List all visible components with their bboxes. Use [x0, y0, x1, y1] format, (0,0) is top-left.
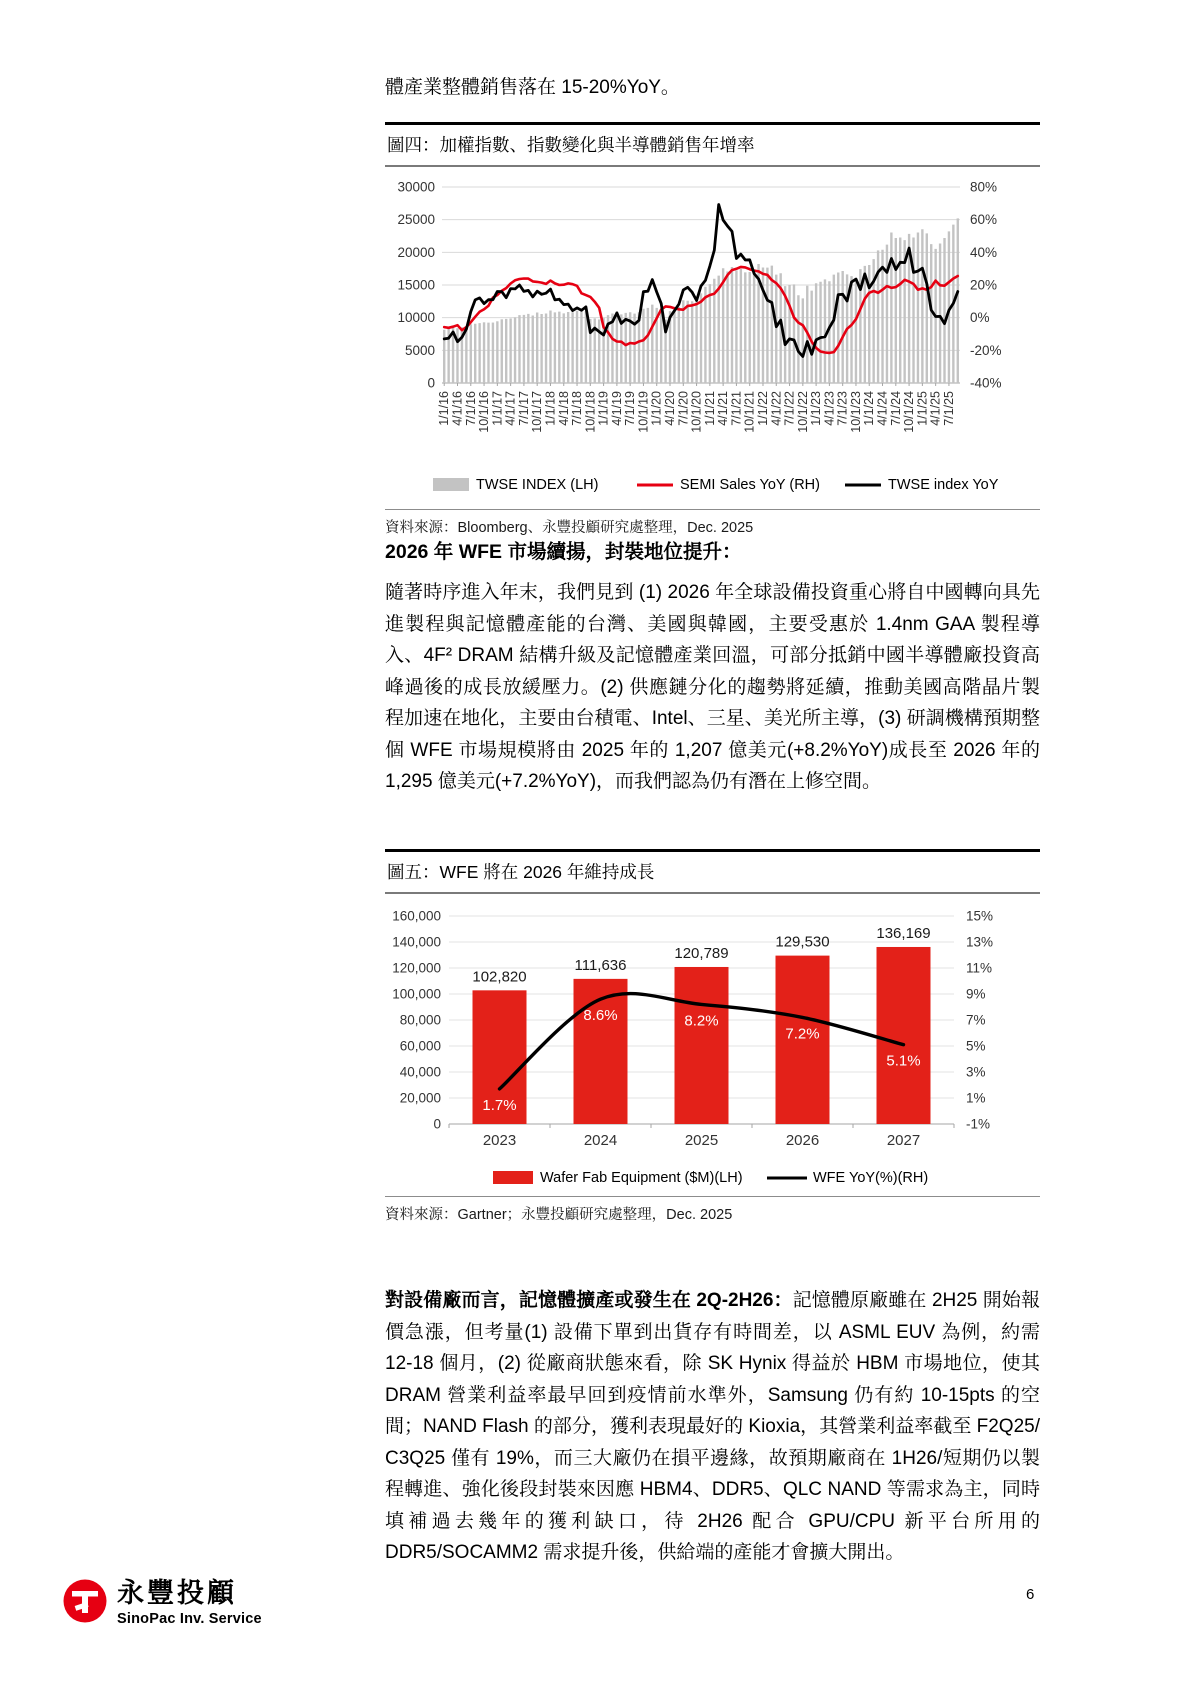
- svg-text:TWSE INDEX (LH): TWSE INDEX (LH): [476, 477, 599, 493]
- figure4-chart: [385, 167, 1040, 509]
- svg-text:4/1/17: 4/1/17: [503, 391, 518, 426]
- svg-text:1/1/20: 1/1/20: [649, 391, 664, 426]
- svg-text:8.2%: 8.2%: [684, 1012, 719, 1030]
- svg-text:129,530: 129,530: [775, 933, 830, 951]
- svg-text:15000: 15000: [397, 277, 435, 293]
- svg-text:1/1/22: 1/1/22: [755, 391, 770, 426]
- svg-text:1%: 1%: [966, 1090, 986, 1106]
- svg-text:WFE YoY(%)(RH): WFE YoY(%)(RH): [813, 1170, 929, 1186]
- svg-text:5%: 5%: [966, 1038, 986, 1054]
- svg-text:102,820: 102,820: [472, 968, 527, 986]
- svg-text:80%: 80%: [970, 179, 998, 195]
- memo-paragraph: [385, 1285, 1040, 1569]
- svg-text:10/1/19: 10/1/19: [636, 391, 651, 433]
- svg-text:160,000: 160,000: [392, 908, 441, 924]
- svg-text:4/1/18: 4/1/18: [556, 391, 571, 426]
- intro-text: 體產業整體銷售落在 15-20%YoY。: [385, 77, 680, 98]
- svg-text:80,000: 80,000: [399, 1012, 441, 1028]
- svg-text:2024: 2024: [583, 1132, 618, 1149]
- svg-text:1/1/21: 1/1/21: [702, 391, 717, 426]
- svg-text:60,000: 60,000: [399, 1038, 441, 1054]
- svg-text:136,169: 136,169: [876, 924, 931, 942]
- svg-text:3%: 3%: [966, 1064, 986, 1080]
- svg-text:1/1/16: 1/1/16: [437, 391, 452, 426]
- memo-lead: 對設備廠而言，記憶體擴產或發生在 2Q-2H26：: [385, 1290, 793, 1311]
- svg-text:SEMI Sales YoY (RH): SEMI Sales YoY (RH): [680, 477, 820, 493]
- svg-text:1.7%: 1.7%: [482, 1096, 517, 1114]
- figure4-title: 圖四：加權指數、指數變化與半導體銷售年增率: [385, 125, 1040, 167]
- svg-text:20,000: 20,000: [399, 1090, 441, 1106]
- svg-text:TWSE index YoY: TWSE index YoY: [888, 477, 999, 493]
- svg-text:0: 0: [433, 1116, 441, 1132]
- svg-text:0%: 0%: [970, 310, 990, 326]
- memo-body: 記憶體原廠雖在 2H25 開始報價急漲，但考量(1) 設備下單到出貨存有時間差，以 ASML EUV 為例，約需 12-18 個月，(2) 從廠商狀態來看，除 SK Hynix 得益於 HBM 市場地位，使其 DRAM 營業利益率最早回到疫情前水準外，Samsung 仍有約 10-15pts 的空間；NAND Flash 的部分，獲利表現最好的 Kioxia，其營業利益率截至 F2Q25/ C3Q25 僅有 19%，而三大廠仍在損平邊緣，故預期廠商在 1H26/短期仍以製程轉進、強化後段封裝來因應 HBM4、DDR5、QLC NAND 等需求為主，同時填補過去幾年的獲利缺口，待 2H26 配合 GPU/CPU 新平台所用的 DDR5/SOCAMM2 需求提升後，供給端的產能才會擴大開出。: [385, 1290, 1041, 1563]
- svg-text:10/1/20: 10/1/20: [689, 391, 704, 433]
- svg-text:7/1/16: 7/1/16: [463, 391, 478, 426]
- svg-text:13%: 13%: [966, 934, 994, 950]
- figure5-title: 圖五：WFE 將在 2026 年維持成長: [385, 852, 1040, 894]
- svg-text:40,000: 40,000: [399, 1064, 441, 1080]
- svg-text:-40%: -40%: [970, 375, 1002, 391]
- svg-text:7/1/25: 7/1/25: [941, 391, 956, 426]
- svg-text:10/1/16: 10/1/16: [477, 391, 492, 433]
- svg-text:7/1/24: 7/1/24: [888, 391, 903, 426]
- svg-text:7/1/18: 7/1/18: [570, 391, 585, 426]
- svg-text:4/1/24: 4/1/24: [875, 391, 890, 426]
- svg-text:30000: 30000: [397, 179, 435, 195]
- section-paragraph: 隨著時序進入年末，我們見到 (1) 2026 年全球設備投資重心將自中國轉向具先進製程與記憶體產能的台灣、美國與韓國，主要受惠於 1.4nm GAA 製程導入、4F² DRAM 結構升級及記憶體產業回溫，可部分抵銷中國半導體廠投資高峰過後的成長放緩壓力。(2) 供應鏈分化的趨勢將延續，推動美國高階晶片製程加速在地化，主要由台積電、Intel、三星、美光所主導，(3) 研調機構預期整個 WFE 市場規模將由 2025 年的 1,207 億美元(+8.2%YoY)成長至 2026 年的 1,295 億美元(+7.2%YoY)，而我們認為仍有潛在上修空間。: [385, 582, 1040, 792]
- svg-text:10/1/23: 10/1/23: [848, 391, 863, 433]
- figure5-chart: [385, 894, 1040, 1196]
- svg-text:7/1/21: 7/1/21: [729, 391, 744, 426]
- svg-text:0: 0: [427, 375, 435, 391]
- svg-text:10/1/24: 10/1/24: [902, 391, 917, 433]
- svg-text:2026: 2026: [785, 1132, 820, 1149]
- svg-text:1/1/25: 1/1/25: [915, 391, 930, 426]
- figure5-chart-canvas: [385, 894, 1040, 1196]
- figure4-box: [385, 122, 1040, 537]
- svg-text:20000: 20000: [397, 244, 435, 260]
- svg-text:-1%: -1%: [966, 1116, 991, 1132]
- svg-text:4/1/16: 4/1/16: [450, 391, 465, 426]
- sinopac-logo-icon: [62, 1578, 108, 1624]
- svg-text:9%: 9%: [966, 986, 986, 1002]
- svg-text:1/1/23: 1/1/23: [809, 391, 824, 426]
- svg-text:7%: 7%: [966, 1012, 986, 1028]
- svg-text:1/1/18: 1/1/18: [543, 391, 558, 426]
- svg-text:100,000: 100,000: [392, 986, 441, 1002]
- svg-text:4/1/22: 4/1/22: [769, 391, 784, 426]
- svg-text:4/1/23: 4/1/23: [822, 391, 837, 426]
- svg-text:2025: 2025: [684, 1132, 719, 1149]
- svg-text:10000: 10000: [397, 310, 435, 326]
- svg-text:10/1/22: 10/1/22: [795, 391, 810, 433]
- svg-text:-20%: -20%: [970, 342, 1002, 358]
- svg-text:5000: 5000: [404, 342, 435, 358]
- section-heading: 2026 年 WFE 市場續揚，封裝地位提升：: [385, 541, 742, 563]
- svg-text:25000: 25000: [397, 212, 435, 228]
- svg-text:4/1/20: 4/1/20: [663, 391, 678, 426]
- svg-text:15%: 15%: [966, 908, 994, 924]
- svg-text:7/1/17: 7/1/17: [516, 391, 531, 426]
- figure5-source: 資料來源：Gartner；永豐投顧研究處整理，Dec. 2025: [385, 1196, 1040, 1224]
- figure4-chart-canvas: [385, 167, 1040, 509]
- footer-brand-en: SinoPac Inv. Service: [117, 1611, 262, 1627]
- svg-text:5.1%: 5.1%: [886, 1052, 921, 1070]
- footer-brand-zh: 永豐投顧: [117, 1578, 237, 1608]
- svg-text:2023: 2023: [482, 1132, 517, 1149]
- svg-text:1/1/24: 1/1/24: [862, 391, 877, 426]
- svg-text:2027: 2027: [886, 1132, 921, 1149]
- svg-text:20%: 20%: [970, 277, 998, 293]
- page-number: 6: [1026, 1586, 1035, 1603]
- svg-text:7/1/22: 7/1/22: [782, 391, 797, 426]
- svg-text:7/1/20: 7/1/20: [676, 391, 691, 426]
- svg-text:7/1/23: 7/1/23: [835, 391, 850, 426]
- svg-text:Wafer Fab Equipment ($M)(LH): Wafer Fab Equipment ($M)(LH): [540, 1170, 743, 1186]
- svg-text:7/1/19: 7/1/19: [623, 391, 638, 426]
- svg-text:11%: 11%: [966, 960, 993, 976]
- svg-text:10/1/17: 10/1/17: [530, 391, 545, 433]
- svg-text:4/1/21: 4/1/21: [716, 391, 731, 426]
- svg-text:7.2%: 7.2%: [785, 1025, 820, 1043]
- footer-brand: [62, 1578, 262, 1627]
- svg-text:40%: 40%: [970, 244, 998, 260]
- svg-text:1/1/19: 1/1/19: [596, 391, 611, 426]
- svg-text:140,000: 140,000: [392, 934, 441, 950]
- svg-text:120,789: 120,789: [674, 944, 729, 962]
- svg-text:4/1/25: 4/1/25: [928, 391, 943, 426]
- svg-text:10/1/18: 10/1/18: [583, 391, 598, 433]
- svg-text:60%: 60%: [970, 212, 998, 228]
- figure5-box: [385, 849, 1040, 1224]
- svg-text:4/1/19: 4/1/19: [609, 391, 624, 426]
- svg-text:111,636: 111,636: [574, 956, 627, 974]
- figure4-source: 資料來源：Bloomberg、永豐投顧研究處整理，Dec. 2025: [385, 509, 1040, 537]
- svg-text:10/1/21: 10/1/21: [742, 391, 757, 433]
- svg-text:120,000: 120,000: [392, 960, 441, 976]
- svg-text:1/1/17: 1/1/17: [490, 391, 505, 426]
- svg-text:8.6%: 8.6%: [583, 1007, 618, 1025]
